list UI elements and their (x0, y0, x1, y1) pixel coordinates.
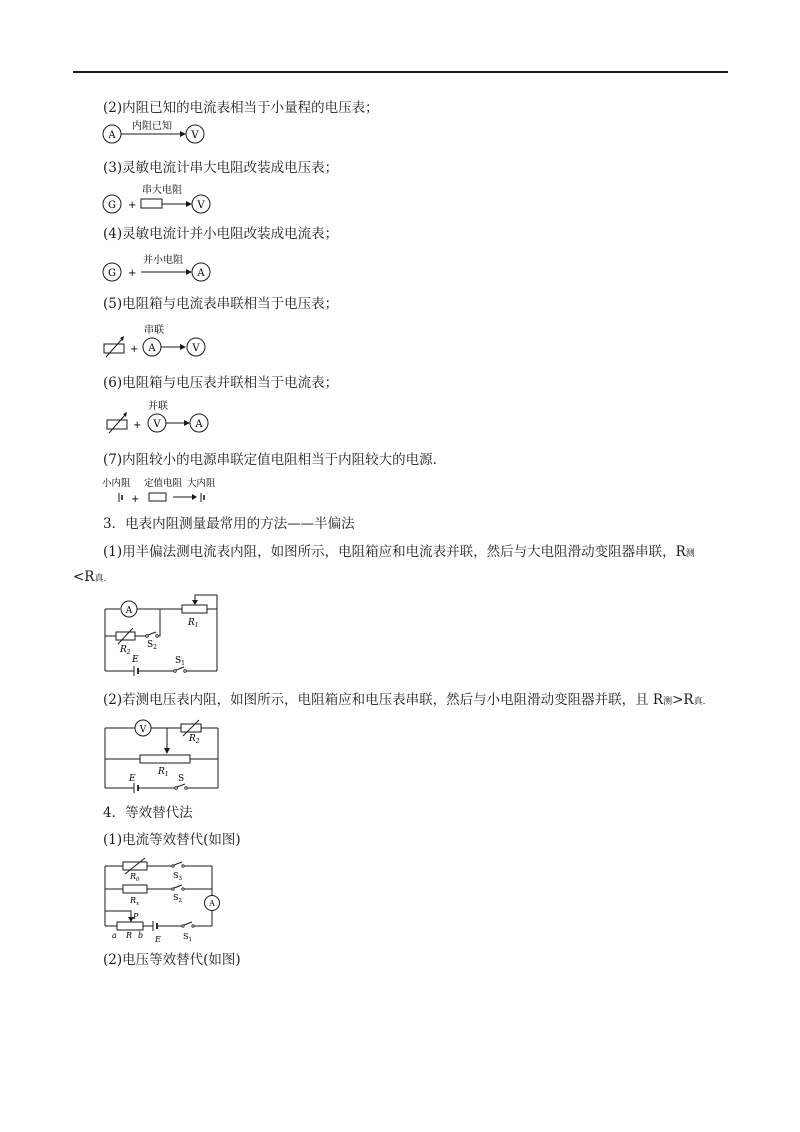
section-4-item-2: (2)电压等效替代(如图) (103, 952, 241, 968)
galvanometer-label: G (108, 200, 116, 211)
r-label: R (126, 931, 133, 940)
section-4-item-1: (1)电流等效替代(如图) (103, 832, 241, 848)
s3-label: $S_3$ (173, 871, 182, 882)
fixed-resistor-label: 定值电阻 (144, 478, 183, 489)
e-label: E (155, 935, 161, 944)
header-rule (73, 71, 728, 73)
plus-sign: + (133, 420, 142, 431)
voltmeter-label: V (139, 725, 147, 735)
section-3-para-1-cont: <R真. (73, 569, 107, 585)
figure-resistance-box-parallel-voltmeter (100, 396, 230, 438)
figure-source-series-resistor (100, 474, 230, 508)
r2-label: $R_2$ (189, 734, 200, 745)
plus-sign: + (130, 344, 139, 355)
circuit-voltmeter-half-deflection (100, 714, 230, 794)
item-4-text: (4)灵敏电流计并小电阻改装成电流表； (103, 226, 339, 242)
item-7-text: (7)内阻较小的电源串联定值电阻相当于内阻较大的电源. (103, 452, 437, 468)
s1-label: $S_1$ (175, 656, 185, 667)
arrow-label: 并小电阻 (143, 255, 183, 266)
circuit-ammeter-half-deflection (100, 590, 230, 682)
voltmeter-label: V (192, 343, 200, 354)
arrow-label: 并联 (148, 401, 168, 412)
plus-sign: + (131, 494, 140, 505)
item-6-text: (6)电阻箱与电压表并联相当于电流表； (103, 375, 339, 391)
plus-sign: + (128, 268, 137, 279)
circuit-current-substitution (100, 856, 230, 946)
rx-label: $R_x$ (130, 896, 140, 907)
ammeter-label: A (195, 419, 203, 430)
section-4-heading: 4．等效替代法 (103, 805, 193, 821)
voltmeter-label: V (197, 200, 205, 211)
s-label: S (178, 774, 185, 784)
figure-galvanometer-series-resistor (100, 180, 230, 216)
figure-galvanometer-parallel-resistor (100, 248, 230, 284)
galvanometer-label: G (108, 268, 116, 279)
s2-label: $S_2$ (173, 893, 182, 904)
ammeter-label: A (209, 899, 215, 908)
section-3-para-2: (2)若测电压表内阻，如图所示，电阻箱应和电压表串联，然后与小电阻滑动变阻器并联，且 R测>R真. (103, 692, 706, 708)
section-3-heading: 3．电表内阻测量最常用的方法——半偏法 (103, 516, 355, 532)
ammeter-label: A (197, 268, 205, 279)
r1-label: $R_1$ (158, 767, 169, 778)
ammeter-label: A (148, 343, 156, 354)
arrow-label: 内阻已知 (132, 121, 172, 132)
arrow-label: 串联 (144, 325, 164, 336)
e-label: E (129, 774, 136, 784)
plus-sign: + (128, 200, 137, 211)
item-2-text: (2)内阻已知的电流表相当于小量程的电压表； (103, 100, 379, 116)
small-internal-label: 小内阻 (102, 478, 131, 489)
item-5-text: (5)电阻箱与电流表串联相当于电压表； (103, 296, 339, 312)
voltmeter-label: V (191, 130, 199, 141)
ammeter-label: A (108, 130, 116, 141)
p-label: P (133, 912, 139, 921)
a-terminal-label: a (112, 931, 117, 940)
item-3-text: (3)灵敏电流计串大电阻改装成电压表； (103, 160, 339, 176)
large-internal-label: 大内阻 (187, 478, 216, 489)
r0-label: $R_0$ (130, 872, 140, 883)
r2-label: $R_2$ (120, 645, 131, 656)
s2-label: $S_2$ (147, 640, 157, 651)
b-terminal-label: b (138, 931, 144, 940)
figure-ammeter-to-voltmeter (100, 120, 220, 150)
arrow-label: 串大电阻 (142, 185, 182, 196)
section-3-para-1: (1)用半偏法测电流表内阻，如图所示，电阻箱应和电流表并联，然后与大电阻滑动变阻器串联，R测 (103, 544, 695, 560)
voltmeter-label: V (153, 419, 161, 430)
figure-resistance-box-series-ammeter (100, 318, 230, 360)
ammeter-label: A (125, 606, 133, 616)
r1-label: $R_1$ (188, 618, 199, 629)
e-label: E (132, 655, 139, 665)
s1-label: $S_1$ (183, 932, 192, 943)
